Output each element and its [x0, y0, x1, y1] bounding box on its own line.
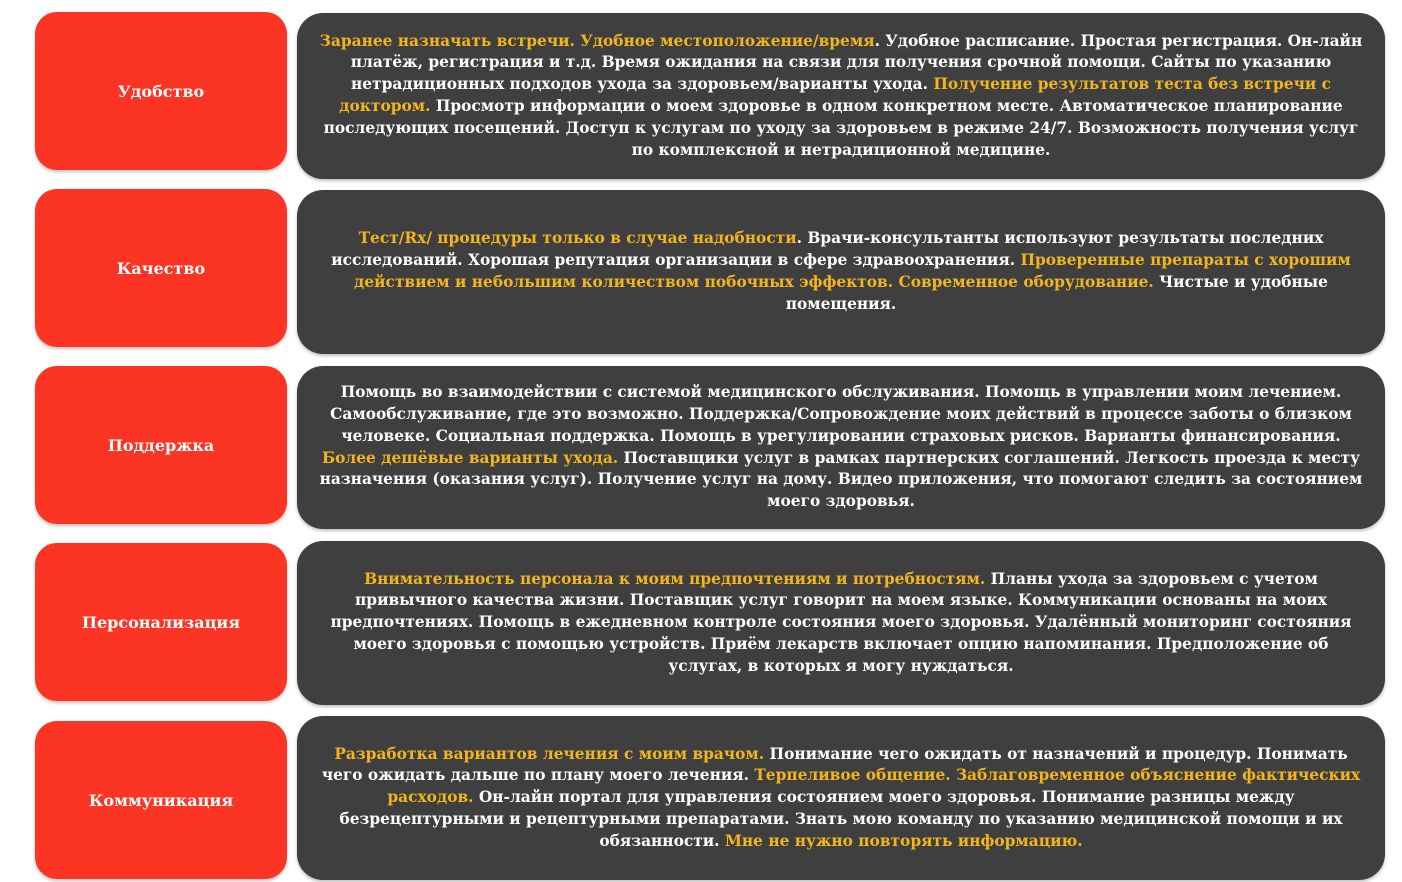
- description-segment: Чистые и удобные помещения.: [785, 273, 1328, 313]
- category-label: Коммуникация: [88, 790, 234, 810]
- description-segment: . Врачи-консультанты используют результаты последних исследований. Хорошая репутация организации в сфере здравоохранения.: [331, 229, 1324, 270]
- description-text: [317, 31, 1365, 162]
- description-segment: Просмотр информации о моем здоровье в одном конкретном месте. Автоматическое планирование последующих посещений. Доступ к услугам по уходу за здоровьем в режиме 24/7. Возможность получения услуг по комплексной и нетрадиционной медицине.: [323, 97, 1359, 159]
- description-box: [297, 541, 1385, 705]
- description-box: [297, 190, 1385, 354]
- description-text: [317, 382, 1365, 513]
- category-label-box: [35, 12, 287, 170]
- description-segment: Более дешёвые варианты ухода.: [322, 448, 619, 467]
- description-text: [317, 744, 1365, 853]
- description-segment: Понимание чего ожидать от назначений и процедур. Понимать чего ожидать дальше по плану моего лечения.: [321, 744, 1348, 785]
- description-segment: Планы ухода за здоровьем с учетом привычного качества жизни. Поставщик услуг говорит на моем языке. Коммуникации основаны на моих предпочтениях. Помощь в ежедневном контроле состояния моего здоровья. Удалённый мониторинг состояния моего здоровья с помощью устройств. Приём лекарств включает опцию напоминания. Предположение об услугах, в которых я могу нуждаться.: [330, 569, 1352, 675]
- description-segment: Поставщики услуг в рамках партнерских соглашений. Легкость проезда к месту назначения (оказания услуг). Получение услуг на дому. Видео приложения, что помогают следить за состоянием моего здоровья.: [319, 448, 1363, 511]
- category-label: Поддержка: [107, 435, 215, 455]
- description-segment: Мне не нужно повторять информацию.: [724, 831, 1083, 850]
- description-segment: Внимательность персонала к моим предпочтениям и потребностям.: [364, 569, 986, 588]
- category-label: Удобство: [117, 81, 205, 101]
- category-label-box: [35, 366, 287, 524]
- description-text: [317, 569, 1365, 678]
- description-segment: Заранее назначать встречи. Удобное местоположение/время: [319, 31, 875, 50]
- description-segment: Разработка вариантов лечения с моим врачом.: [334, 744, 765, 763]
- category-label-box: [35, 543, 287, 701]
- category-label: Персонализация: [81, 612, 241, 632]
- description-segment: . Удобное расписание. Простая регистрация. Он-лайн платёж, регистрация и т.д. Время ожидания на связи для получения срочной помощи. Сайты по указанию нетрадиционных подходов ухода за здоровьем/варианты ухода.: [350, 31, 1363, 94]
- category-label-box: [35, 721, 287, 879]
- description-box: [297, 13, 1385, 179]
- category-label-box: [35, 189, 287, 347]
- description-segment: Терпеливое общение. Заблаговременное объяснение фактических расходов.: [387, 766, 1361, 807]
- description-segment: Проверенные препараты с хорошим действием и небольшим количеством побочных эффектов. Современное оборудование.: [354, 251, 1351, 291]
- category-label: Качество: [116, 258, 206, 278]
- description-segment: Помощь во взаимодействии с системой медицинского обслуживания. Помощь в управлении моим лечением. Самообслуживание, где это возможно. Поддержка/Сопровождение моих действий в процессе заботы о близком человеке. Социальная поддержка. Помощь в урегулировании страховых рисков. Варианты финансирования.: [330, 383, 1352, 445]
- description-text: [317, 228, 1365, 315]
- description-segment: Получение результатов теста без встречи с доктором.: [339, 75, 1331, 115]
- description-segment: Он-лайн портал для управления состоянием моего здоровья. Понимание разницы между безрецептурными и рецептурными препаратами. Знать мою команду по указанию медицинской помощи и их обязанности.: [339, 788, 1343, 850]
- description-segment: Тест/Rx/ процедуры только в случае надобности: [358, 229, 797, 248]
- description-box: [297, 716, 1385, 880]
- description-box: [297, 366, 1385, 529]
